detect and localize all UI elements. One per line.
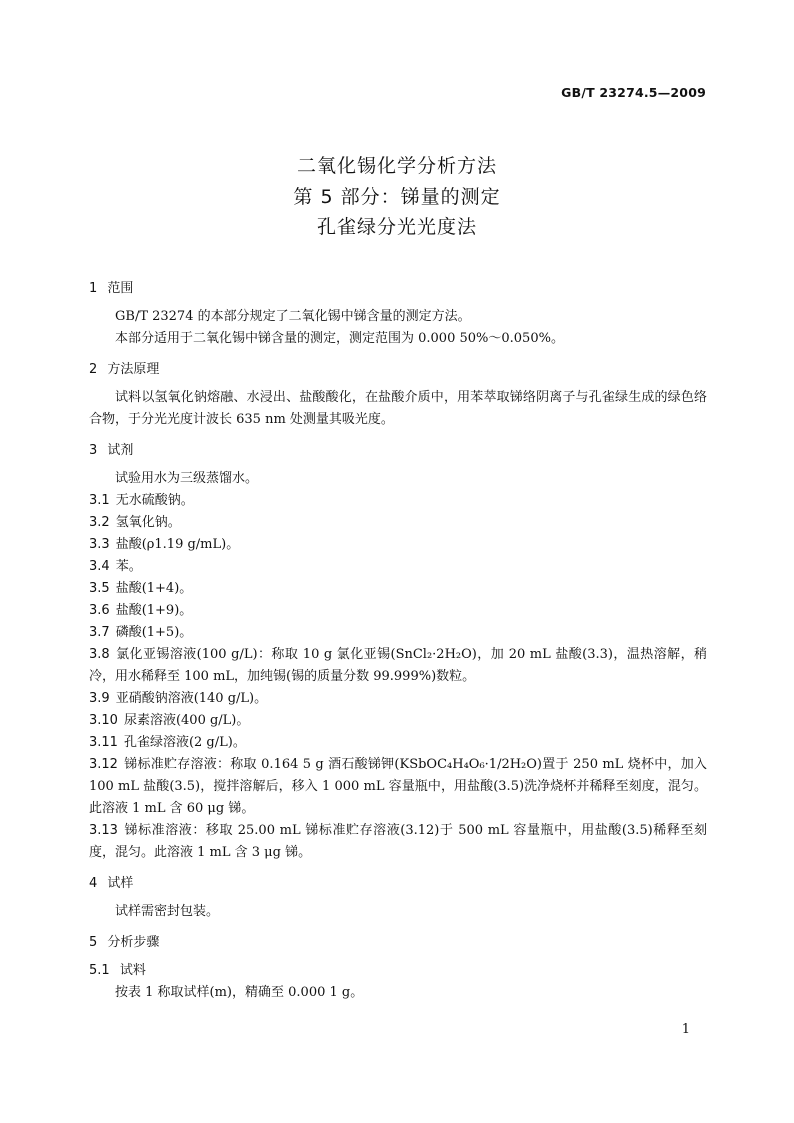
item-number: 3.7 [89, 625, 110, 640]
doc-title-line2: 第 5 部分：锑量的测定 [293, 186, 501, 208]
item-number: 3.8 [89, 647, 110, 662]
section-number: 5 [89, 935, 98, 950]
item-number: 3.3 [89, 537, 110, 552]
paragraph: GB/T 23274 的本部分规定了二氧化锡中锑含量的测定方法。 [115, 309, 471, 324]
section-title: 试剂 [107, 443, 134, 458]
reagent-item [89, 710, 707, 732]
item-text: 氢氧化钠。 [115, 515, 181, 530]
page-number: 1 [681, 1022, 690, 1037]
reagent-item [89, 578, 707, 600]
doc-title-line3: 孔雀绿分光光度法 [316, 216, 477, 238]
section-heading-reagents [89, 440, 707, 462]
reagent-item [89, 534, 707, 556]
standard-code: GB/T 23274.5—2009 [561, 85, 706, 100]
item-number: 3.9 [89, 691, 110, 706]
section-title: 分析步骤 [107, 935, 160, 950]
paragraph: 试验用水为三级蒸馏水。 [115, 471, 259, 486]
item-number: 3.13 [89, 823, 118, 838]
item-text: 盐酸(1+9)。 [115, 603, 193, 618]
reagent-item [89, 732, 707, 754]
section-number: 4 [89, 876, 98, 891]
section-number: 1 [89, 281, 98, 296]
item-text: 磷酸(1+5)。 [115, 625, 193, 640]
item-text: 尿素溶液(400 g/L)。 [123, 713, 250, 728]
section-title: 范围 [107, 281, 134, 296]
item-text: 锑标准贮存溶液：称取 0.164 5 g 酒石酸锑钾(KSbOC₄H₄O₆·1/2H₂O)置于 250 mL 烧杯中，加入 100 mL 盐酸(3.5)，搅拌溶解后，移入 1 000 mL 容量瓶中，用盐酸(3.5)洗净烧杯并稀释至刻度，混匀。此溶液 1 mL 含 60 μg 锑。 [89, 757, 707, 816]
paragraph: 试料以氢氧化钠熔融、水浸出、盐酸酸化，在盐酸介质中，用苯萃取锑络阴离子与孔雀绿生成的绿色络合物，于分光光度计波长 635 nm 处测量其吸光度。 [89, 390, 707, 427]
reagent-item [89, 820, 707, 864]
section-title: 方法原理 [107, 362, 160, 377]
paragraph: 本部分适用于二氧化锡中锑含量的测定，测定范围为 0.000 50%～0.050%。 [115, 331, 564, 346]
item-text: 孔雀绿溶液(2 g/L)。 [123, 735, 246, 750]
item-number: 3.6 [89, 603, 110, 618]
item-text: 亚硝酸钠溶液(140 g/L)。 [115, 691, 268, 706]
item-text: 无水硫酸钠。 [115, 493, 194, 508]
document-body [89, 278, 707, 1004]
reagent-item [89, 600, 707, 622]
reagent-item [89, 644, 707, 688]
paragraph: 试样需密封包装。 [115, 904, 220, 919]
item-number: 3.10 [89, 713, 118, 728]
section-number: 3 [89, 443, 98, 458]
item-number: 3.12 [89, 757, 118, 772]
reagent-item [89, 754, 707, 820]
reagent-item [89, 490, 707, 512]
item-text: 盐酸(1+4)。 [115, 581, 193, 596]
reagent-item [89, 688, 707, 710]
section-heading-scope [89, 278, 707, 300]
item-number: 3.4 [89, 559, 110, 574]
doc-title-line1: 二氧化锡化学分析方法 [296, 155, 497, 177]
reagent-item [89, 556, 707, 578]
item-number: 3.11 [89, 735, 118, 750]
section-number: 2 [89, 362, 98, 377]
subsection-heading-test-portion [89, 960, 707, 982]
reagent-item [89, 622, 707, 644]
item-number: 3.1 [89, 493, 110, 508]
subsection-title: 试料 [119, 963, 146, 978]
item-text: 氯化亚锡溶液(100 g/L)：称取 10 g 氯化亚锡(SnCl₂·2H₂O)，加 20 mL 盐酸(3.3)，温热溶解，稍冷，用水稀释至 100 mL，加纯锡(锡的质量分数 99.999%)数粒。 [89, 647, 707, 684]
section-title: 试样 [107, 876, 134, 891]
section-heading-sample [89, 873, 707, 895]
section-heading-procedure [89, 932, 707, 954]
paragraph: 按表 1 称取试样(m)，精确至 0.000 1 g。 [115, 985, 364, 1000]
reagent-item [89, 512, 707, 534]
item-number: 3.2 [89, 515, 110, 530]
item-text: 盐酸(ρ1.19 g/mL)。 [115, 537, 240, 552]
item-number: 3.5 [89, 581, 110, 596]
subsection-number: 5.1 [89, 963, 110, 978]
section-heading-principle [89, 359, 707, 381]
item-text: 苯。 [115, 559, 142, 574]
item-text: 锑标准溶液：移取 25.00 mL 锑标准贮存溶液(3.12)于 500 mL 容量瓶中，用盐酸(3.5)稀释至刻度，混匀。此溶液 1 mL 含 3 μg 锑。 [89, 823, 707, 860]
